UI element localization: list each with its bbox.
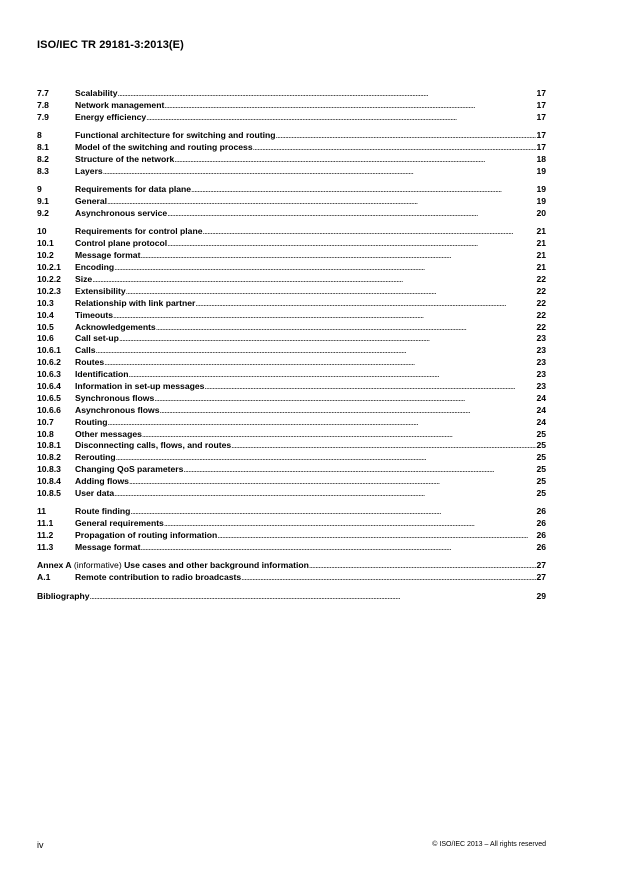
toc-entry-page: 26 — [536, 506, 546, 517]
toc-entry-title: General — [75, 196, 108, 207]
toc-entry-title: Route finding — [75, 506, 131, 517]
toc-dot-leader — [118, 88, 536, 100]
toc-entry[interactable] — [37, 429, 546, 441]
toc-entry[interactable] — [37, 560, 546, 572]
toc-dot-leader — [191, 184, 536, 196]
toc-entry-number: 11.1 — [37, 518, 54, 529]
toc-dot-leader — [90, 591, 536, 603]
toc-entry-page: 25 — [536, 440, 546, 451]
toc-entry[interactable] — [37, 345, 546, 357]
toc-dot-leader — [142, 429, 536, 441]
toc-entry-page: 23 — [536, 345, 546, 356]
toc-entry-page: 26 — [536, 542, 546, 553]
toc-dot-leader — [156, 322, 536, 334]
toc-dot-leader — [107, 417, 536, 429]
toc-entry[interactable] — [37, 250, 546, 262]
toc-entry-number: 10.5 — [37, 321, 54, 332]
toc-dot-leader — [174, 154, 536, 166]
toc-entry-title: Changing QoS parameters — [75, 464, 184, 475]
toc-entry-title: Remote contribution to radio broadcasts — [75, 572, 242, 583]
toc-entry-title: General requirements — [75, 518, 164, 529]
toc-entry[interactable] — [37, 310, 546, 322]
toc-entry-title: Scalability — [75, 88, 118, 98]
toc-entry-number: 10 — [37, 226, 47, 237]
toc-entry-number: 10.3 — [37, 297, 54, 308]
toc-dot-leader — [114, 262, 536, 274]
toc-entry[interactable] — [37, 298, 546, 310]
toc-entry-number: 10.8.4 — [37, 476, 61, 487]
toc-entry-page: 25 — [536, 464, 546, 475]
toc-entry-title: Message format — [75, 250, 141, 261]
toc-entry[interactable] — [37, 452, 546, 464]
toc-dot-leader — [164, 100, 536, 112]
toc-entry-title: Calls — [75, 345, 96, 356]
toc-entry-title — [37, 560, 309, 572]
document-id-header: ISO/IEC TR 29181-3:2013(E) — [37, 39, 184, 51]
toc-entry[interactable] — [37, 476, 546, 488]
toc-entry-title: Asynchronous service — [75, 208, 168, 219]
toc-entry[interactable] — [37, 274, 546, 286]
toc-entry[interactable] — [37, 88, 546, 100]
toc-dot-leader — [231, 440, 536, 452]
toc-entry-page: 25 — [536, 428, 546, 439]
toc-dot-leader — [203, 226, 537, 238]
toc-entry-number: 10.1 — [37, 238, 54, 249]
toc-entry-page: 21 — [536, 238, 546, 249]
toc-entry[interactable] — [37, 393, 546, 405]
toc-entry[interactable] — [37, 238, 546, 250]
toc-entry-title: Call set-up — [75, 333, 119, 344]
toc-dot-leader — [164, 518, 536, 530]
toc-entry[interactable] — [37, 530, 546, 542]
toc-entry-number: 8.3 — [37, 165, 49, 176]
toc-entry[interactable] — [37, 184, 546, 196]
toc-entry-number: 10.8.2 — [37, 452, 61, 463]
toc-entry-page: 22 — [536, 309, 546, 320]
toc-group — [37, 184, 546, 220]
toc-entry[interactable] — [37, 369, 546, 381]
toc-entry[interactable] — [37, 464, 546, 476]
toc-entry-number: 10.2.1 — [37, 262, 61, 273]
toc-dot-leader — [140, 250, 536, 262]
toc-entry[interactable] — [37, 262, 546, 274]
toc-entry-page: 27 — [536, 572, 546, 583]
toc-entry-page: 19 — [536, 184, 546, 195]
table-of-contents — [37, 88, 546, 609]
toc-entry-title: Identification — [75, 369, 129, 380]
toc-entry[interactable] — [37, 100, 546, 112]
toc-entry-title: Propagation of routing information — [75, 530, 218, 541]
toc-entry-title: Layers — [75, 165, 103, 176]
toc-entry-title: Bibliography — [37, 590, 90, 601]
toc-entry[interactable] — [37, 112, 546, 124]
toc-dot-leader — [126, 286, 536, 298]
toc-entry-title: Disconnecting calls, flows, and routes — [75, 440, 232, 451]
toc-entry-page: 24 — [536, 416, 546, 427]
toc-entry-number: 10.7 — [37, 416, 54, 427]
toc-entry-page: 17 — [536, 111, 546, 122]
toc-dot-leader — [128, 369, 536, 381]
toc-dot-leader — [92, 274, 536, 286]
toc-dot-leader — [130, 506, 536, 518]
toc-entry-page: 25 — [536, 476, 546, 487]
toc-dot-leader — [104, 357, 536, 369]
toc-entry[interactable] — [37, 572, 546, 584]
toc-entry-page: 23 — [536, 369, 546, 380]
toc-entry-title: Network management — [75, 99, 165, 110]
toc-entry-page: 22 — [536, 285, 546, 296]
toc-entry-number: 8.1 — [37, 142, 49, 153]
toc-dot-leader — [129, 476, 536, 488]
toc-entry-page: 17 — [536, 142, 546, 153]
toc-entry[interactable] — [37, 208, 546, 220]
toc-dot-leader — [154, 393, 536, 405]
toc-entry-number: 10.8.1 — [37, 440, 61, 451]
toc-entry-title: Structure of the network — [75, 153, 175, 164]
toc-entry-number: 7.7 — [37, 88, 49, 98]
toc-entry[interactable] — [37, 226, 546, 238]
toc-entry-title: Acknowledgements — [75, 321, 156, 332]
toc-entry-title: Other messages — [75, 428, 142, 439]
toc-entry[interactable] — [37, 381, 546, 393]
toc-entry-title: Encoding — [75, 262, 115, 273]
toc-entry-title: Routes — [75, 357, 105, 368]
toc-entry-number: 8 — [37, 130, 42, 141]
toc-entry-number: 10.8.5 — [37, 488, 61, 498]
toc-dot-leader — [276, 130, 536, 142]
toc-dot-leader — [160, 405, 536, 417]
toc-entry-number: 10.6.6 — [37, 404, 61, 415]
toc-entry-number: 10.2.3 — [37, 285, 61, 296]
toc-group — [37, 130, 546, 178]
toc-entry-number: 8.2 — [37, 153, 49, 164]
toc-entry-page: 23 — [536, 333, 546, 344]
toc-entry-number: 9 — [37, 184, 42, 195]
toc-entry-page: 19 — [536, 196, 546, 207]
toc-entry-page: 19 — [536, 165, 546, 176]
toc-entry-page: 25 — [536, 452, 546, 463]
toc-entry-number: 7.9 — [37, 111, 49, 122]
toc-entry-page: 25 — [536, 488, 546, 498]
toc-entry-page: 20 — [536, 208, 546, 219]
toc-group — [37, 560, 546, 584]
toc-entry[interactable] — [37, 518, 546, 530]
toc-entry-number: 10.6.4 — [37, 380, 61, 391]
toc-entry-page: 29 — [536, 590, 546, 601]
toc-entry-number: 10.4 — [37, 309, 54, 320]
toc-entry[interactable] — [37, 488, 546, 500]
toc-group — [37, 506, 546, 554]
toc-group — [37, 591, 546, 603]
toc-entry-page: 26 — [536, 530, 546, 541]
toc-dot-leader — [113, 310, 536, 322]
toc-dot-leader — [119, 333, 536, 345]
toc-entry-title: Model of the switching and routing process — [75, 142, 253, 153]
toc-entry-page: 21 — [536, 262, 546, 273]
toc-entry-page: 17 — [536, 130, 546, 141]
toc-group — [37, 226, 546, 499]
toc-entry[interactable] — [37, 542, 546, 554]
toc-entry-page: 18 — [536, 153, 546, 164]
toc-dot-leader — [116, 452, 536, 464]
toc-entry-page: 21 — [536, 250, 546, 261]
toc-entry[interactable] — [37, 154, 546, 166]
toc-entry[interactable] — [37, 591, 546, 603]
toc-entry-title: Adding flows — [75, 476, 129, 487]
toc-dot-leader — [253, 142, 536, 154]
toc-entry-page: 23 — [536, 380, 546, 391]
toc-entry-page: 22 — [536, 321, 546, 332]
toc-entry-number: 10.6 — [37, 333, 54, 344]
toc-entry[interactable] — [37, 405, 546, 417]
toc-entry-title: Requirements for data plane — [75, 184, 192, 195]
toc-dot-leader — [146, 112, 536, 124]
toc-entry-title: Energy efficiency — [75, 111, 147, 122]
toc-entry-number: 10.8 — [37, 428, 54, 439]
toc-entry-title: Synchronous flows — [75, 392, 155, 403]
toc-dot-leader — [167, 208, 536, 220]
toc-entry-title: Relationship with link partner — [75, 297, 196, 308]
toc-dot-leader — [140, 542, 536, 554]
toc-entry-number: 10.2 — [37, 250, 54, 261]
toc-entry-number: A.1 — [37, 572, 51, 583]
toc-entry-number: 10.6.2 — [37, 357, 61, 368]
toc-entry-number: 10.6.5 — [37, 392, 61, 403]
toc-dot-leader — [195, 298, 536, 310]
toc-dot-leader — [103, 166, 536, 178]
toc-entry-number: 11.2 — [37, 530, 54, 541]
toc-entry[interactable] — [37, 333, 546, 345]
toc-entry[interactable] — [37, 357, 546, 369]
toc-entry-page: 17 — [536, 88, 546, 98]
toc-entry-number: 10.6.3 — [37, 369, 61, 380]
toc-entry-title: Extensibility — [75, 285, 126, 296]
toc-entry-page: 21 — [536, 226, 546, 237]
toc-entry[interactable] — [37, 417, 546, 429]
toc-entry[interactable] — [37, 130, 546, 142]
page-number: iv — [37, 840, 44, 850]
toc-entry-title: User data — [75, 488, 115, 498]
toc-entry-title: Control plane protocol — [75, 238, 168, 249]
toc-dot-leader — [114, 488, 536, 500]
toc-dot-leader — [309, 560, 536, 572]
copyright-notice: © ISO/IEC 2013 – All rights reserved — [432, 841, 546, 848]
toc-entry-title: Message format — [75, 542, 141, 553]
toc-dot-leader — [217, 530, 536, 542]
toc-entry-number: 7.8 — [37, 99, 49, 110]
toc-dot-leader — [241, 572, 536, 584]
toc-dot-leader — [183, 464, 536, 476]
toc-entry-number: 9.2 — [37, 208, 49, 219]
toc-entry-number: 10.6.1 — [37, 345, 61, 356]
toc-entry[interactable] — [37, 166, 546, 178]
toc-dot-leader — [167, 238, 536, 250]
toc-entry[interactable] — [37, 196, 546, 208]
toc-entry[interactable] — [37, 142, 546, 154]
toc-entry-number: 10.8.3 — [37, 464, 61, 475]
toc-group — [37, 88, 546, 124]
toc-dot-leader — [107, 196, 536, 208]
toc-entry[interactable] — [37, 322, 546, 334]
toc-entry-title: Requirements for control plane — [75, 226, 203, 237]
toc-entry-page: 24 — [536, 404, 546, 415]
annex-label: Annex A — [37, 560, 72, 571]
toc-entry-page: 17 — [536, 99, 546, 110]
toc-entry-number: 9.1 — [37, 196, 49, 207]
toc-entry-page: 26 — [536, 518, 546, 529]
toc-entry-title: Routing — [75, 416, 108, 427]
toc-entry-title: Functional architecture for switching and routing — [75, 130, 276, 141]
annex-type: (informative) — [71, 560, 125, 571]
toc-entry-page: 24 — [536, 392, 546, 403]
toc-entry-title: Size — [75, 273, 93, 284]
toc-entry[interactable] — [37, 286, 546, 298]
toc-entry[interactable] — [37, 506, 546, 518]
toc-dot-leader — [96, 345, 536, 357]
toc-entry-title: Asynchronous flows — [75, 404, 160, 415]
toc-entry-page: 23 — [536, 357, 546, 368]
toc-entry-title: Rerouting — [75, 452, 116, 463]
toc-entry-number: 11.3 — [37, 542, 54, 553]
toc-entry-title: Timeouts — [75, 309, 114, 320]
toc-entry[interactable] — [37, 440, 546, 452]
toc-entry-number: 10.2.2 — [37, 273, 61, 284]
annex-title: Use cases and other background information — [124, 560, 309, 571]
toc-entry-page: 27 — [536, 560, 546, 571]
toc-entry-number: 11 — [37, 506, 47, 517]
toc-entry-page: 22 — [536, 297, 546, 308]
toc-dot-leader — [204, 381, 536, 393]
toc-entry-page: 22 — [536, 273, 546, 284]
toc-entry-title: Information in set-up messages — [75, 380, 205, 391]
